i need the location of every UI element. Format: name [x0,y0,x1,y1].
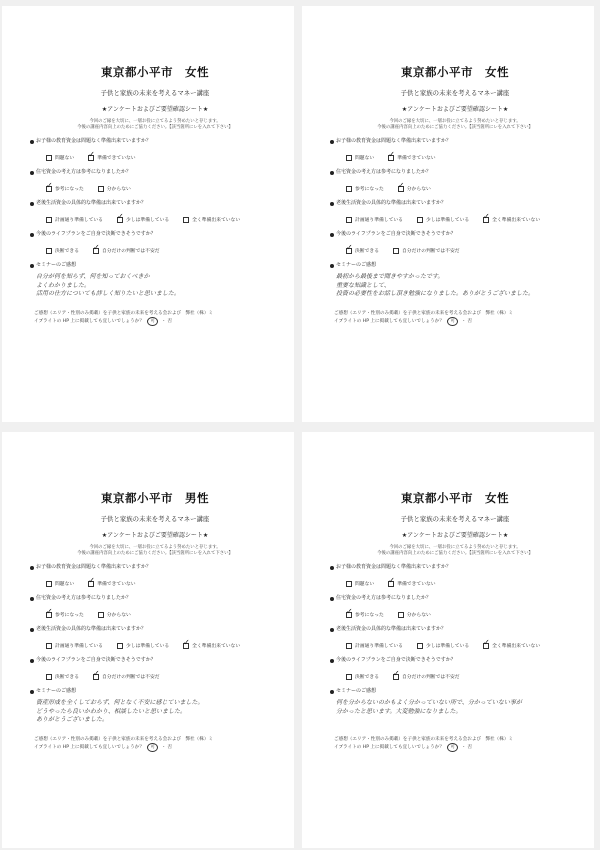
question [30,564,280,571]
option-label: 自分だけの判断では不安だ [102,675,160,680]
comment-line: 何を分からないのかもよく分かっていない所で、分かっていない事が [336,699,522,706]
checkbox-checked-icon[interactable] [483,643,489,649]
checkbox-option[interactable] [346,642,403,649]
intro-text: 今回のご縁を大切に、一層お役に立てるよう努めたいと存じます。 今後の講座内容向上のためにご協力ください。【該当箇所にレを入れて下さい】 [377,119,533,130]
option-label: 全く準備出来ていない [492,644,541,649]
checkbox-icon[interactable] [393,248,399,254]
checkbox-option[interactable] [183,642,240,649]
checkbox-option[interactable] [93,673,160,680]
consent-question: ご感想（エリア・性別のみ掲載）を子供と家族の未来を考える会およびㅤ弊社（株）ミ イブライトの HP 上に掲載しても宜しいでしょうか？ 可 ・ 否 [334,311,514,324]
option-group [30,154,280,161]
sheet-title: ★アンケートおよびご要望確認シート★ [101,106,209,113]
checkbox-option[interactable] [483,642,540,649]
option-label: 問題ない [355,156,375,161]
option-label: 準備できていない [97,582,136,587]
option-label: 参考になった [355,613,384,618]
bullet-icon [330,202,334,206]
question-text: 住宅資金の考え方は参考になりましたか？ [36,169,132,175]
checkbox-icon[interactable] [346,155,352,161]
comment-line: 分かったと思います。大変勉強になりました。 [336,707,462,715]
comment-label: セミナーのご感想 [30,262,280,269]
question [330,626,580,633]
checkbox-icon[interactable] [346,674,352,680]
handwritten-comment [30,699,280,733]
question-text: お子様の教育資金は問題なく準備出来ていますか？ [36,138,152,144]
checkbox-icon[interactable] [46,155,52,161]
sheet-title: ★アンケートおよびご要望確認シート★ [401,532,509,539]
comment-label: セミナーのご感想 [330,688,580,695]
question [30,595,280,602]
question [30,626,280,633]
question-text: 今後のライフプランをご自身で決断できそうですか？ [36,657,156,663]
option-group [30,580,280,587]
checkbox-checked-icon[interactable] [88,155,94,161]
question [330,657,580,664]
bullet-icon [30,690,34,694]
checkbox-option[interactable] [88,580,135,587]
bullet-icon [330,233,334,237]
consent-yes-circled[interactable]: 可 [447,743,458,752]
question [30,138,280,145]
handwritten-comment [330,699,580,733]
checkbox-icon[interactable] [417,217,423,223]
checkbox-option[interactable] [46,247,79,254]
respondent-heading: 東京都小平市 女性 [401,491,509,505]
checkbox-icon[interactable] [46,674,52,680]
consent-yes-circled[interactable]: 可 [147,317,158,326]
question-text: お子様の教育資金は問題なく準備出来ていますか？ [336,564,452,570]
checkbox-icon[interactable] [46,217,52,223]
bullet-icon [330,566,334,570]
course-title: 子供と家族の未来を考えるマネー講座 [100,89,210,97]
comment-line: 資産形成を全くしておらず、何となく不安に感じていました。 [36,699,204,706]
consent-yes-circled[interactable]: 可 [447,317,458,326]
checkbox-option[interactable] [98,611,131,618]
option-group [330,247,580,254]
question [30,169,280,176]
bullet-icon [330,690,334,694]
question-text: 老後生活資金の具体的な準備は出来ていますか？ [36,626,147,632]
question [30,200,280,207]
checkbox-option[interactable] [46,185,84,192]
checkbox-icon[interactable] [398,612,404,618]
survey-sheet [302,432,594,848]
checkbox-option[interactable] [398,185,431,192]
checkbox-option[interactable] [346,154,374,161]
option-group [330,673,580,680]
option-label: 分からない [106,613,131,618]
bullet-icon [330,264,334,268]
checkbox-icon[interactable] [346,186,352,192]
checkbox-option[interactable] [117,642,169,649]
comment-line: 最初から最後まで聞きやすかったです。 [336,273,444,280]
question-text: 老後生活資金の具体的な準備は出来ていますか？ [336,200,447,206]
checkbox-icon[interactable] [46,581,52,587]
option-label: 準備できていない [397,582,436,587]
option-label: 参考になった [355,187,384,192]
checkbox-option[interactable] [417,216,469,223]
option-label: 計画通り準備している [355,218,403,223]
checkbox-option[interactable] [346,673,379,680]
checkbox-checked-icon[interactable] [183,643,189,649]
consent-no[interactable]: 否 [167,745,173,750]
checkbox-checked-icon[interactable] [117,217,123,223]
option-group [330,611,580,618]
checkbox-option[interactable] [346,216,403,223]
option-label: 問題ない [355,582,375,587]
option-group [330,580,580,587]
checkbox-checked-icon[interactable] [46,186,52,192]
checkbox-checked-icon[interactable] [93,674,99,680]
checkbox-option[interactable] [393,673,460,680]
course-title: 子供と家族の未来を考えるマネー講座 [400,515,510,523]
bullet-icon [330,140,334,144]
course-title: 子供と家族の未来を考えるマネー講座 [100,515,210,523]
question-text: 住宅資金の考え方は参考になりましたか？ [336,169,432,175]
comment-label: セミナーのご感想 [30,688,280,695]
option-label: 分からない [406,187,431,192]
comment-line: ありがとうございました。 [36,716,109,723]
option-label: 全く準備出来ていない [492,218,541,223]
checkbox-checked-icon[interactable] [93,248,99,254]
option-group [30,673,280,680]
checkbox-option[interactable] [46,642,103,649]
option-group [330,185,580,192]
option-label: 決断できる [355,249,379,254]
checkbox-checked-icon[interactable] [393,674,399,680]
option-label: 全く準備出来ていない [192,218,241,223]
option-label: 自分だけの判断では不安だ [102,249,160,254]
comment-line: 活用の仕方についても詳しく知りたいと思いました。 [36,290,180,297]
option-label: 自分だけの判断では不安だ [402,675,460,680]
handwritten-comment [30,273,280,307]
respondent-heading: 東京都小平市 女性 [401,65,509,79]
checkbox-option[interactable] [388,580,435,587]
comment-line: よくわかりました。 [36,281,91,289]
checkbox-option[interactable] [483,216,540,223]
checkbox-option[interactable] [117,216,169,223]
option-label: 少しは準備している [125,644,170,649]
question-list [330,564,580,680]
option-group [30,642,280,649]
checkbox-option[interactable] [346,247,379,254]
handwritten-comment [330,273,580,307]
consent-yes-circled[interactable]: 可 [147,743,158,752]
checkbox-checked-icon[interactable] [346,612,352,618]
question [30,231,280,238]
checkbox-icon[interactable] [98,186,104,192]
checkbox-option[interactable] [46,580,74,587]
option-label: 全く準備出来ていない [192,644,241,649]
bullet-icon [30,233,34,237]
checkbox-option[interactable] [417,642,469,649]
bullet-icon [30,659,34,663]
comment-line: 自分が何を知らず、何を知っておくべきか [36,273,150,280]
option-label: 決断できる [55,675,79,680]
bullet-icon [30,202,34,206]
question [330,564,580,571]
respondent-heading: 東京都小平市 女性 [101,65,209,79]
bullet-icon [330,597,334,601]
question [30,657,280,664]
option-label: 参考になった [55,613,84,618]
checkbox-option[interactable] [46,216,103,223]
bullet-icon [30,597,34,601]
option-group [30,216,280,223]
checkbox-icon[interactable] [46,248,52,254]
consent-no[interactable]: 否 [467,745,473,750]
checkbox-icon[interactable] [346,217,352,223]
option-group [330,216,580,223]
checkbox-checked-icon[interactable] [46,612,52,618]
survey-sheet [302,6,594,422]
option-label: 少しは準備している [425,218,470,223]
checkbox-checked-icon[interactable] [398,186,404,192]
question-text: 今後のライフプランをご自身で決断できそうですか？ [336,231,456,237]
comment-label: セミナーのご感想 [330,262,580,269]
question-text: 住宅資金の考え方は参考になりましたか？ [336,595,432,601]
question [330,200,580,207]
bullet-icon [330,171,334,175]
question-list [30,138,280,254]
option-label: 分からない [406,613,431,618]
question-text: 老後生活資金の具体的な準備は出来ていますか？ [36,200,147,206]
consent-no[interactable]: 否 [467,319,473,324]
option-label: 分からない [106,187,131,192]
option-label: 計画通り準備している [55,218,103,223]
option-label: 決断できる [55,249,79,254]
survey-sheet [2,6,294,422]
bullet-icon [330,628,334,632]
consent-no[interactable]: 否 [167,319,173,324]
option-label: 少しは準備している [425,644,470,649]
sheet-title: ★アンケートおよびご要望確認シート★ [401,106,509,113]
option-group [30,247,280,254]
comment-line: どうやったら良いかわかり、相談したいと思いました。 [36,707,187,715]
option-group [30,611,280,618]
option-label: 参考になった [55,187,84,192]
question-list [330,138,580,254]
consent-question: ご感想（エリア・性別のみ掲載）を子供と家族の未来を考える会およびㅤ弊社（株）ミ イブライトの HP 上に掲載しても宜しいでしょうか？ 可 ・ 否 [34,737,214,750]
bullet-icon [30,140,34,144]
question-text: お子様の教育資金は問題なく準備出来ていますか？ [336,138,452,144]
checkbox-option[interactable] [46,611,84,618]
checkbox-icon[interactable] [417,643,423,649]
question [330,595,580,602]
checkbox-option[interactable] [93,247,160,254]
survey-sheet [2,432,294,848]
bullet-icon [30,628,34,632]
option-label: 自分だけの判断では不安だ [402,249,460,254]
question-text: 老後生活資金の具体的な準備は出来ていますか？ [336,626,447,632]
intro-text: 今回のご縁を大切に、一層お役に立てるよう努めたいと存じます。 今後の講座内容向上のためにご協力ください。【該当箇所にレを入れて下さい】 [77,545,233,556]
bullet-icon [30,566,34,570]
checkbox-checked-icon[interactable] [483,217,489,223]
option-label: 計画通り準備している [355,644,403,649]
question [330,138,580,145]
option-group [330,642,580,649]
question-text: 今後のライフプランをご自身で決断できそうですか？ [336,657,456,663]
checkbox-option[interactable] [346,611,384,618]
checkbox-option[interactable] [46,154,74,161]
bullet-icon [30,264,34,268]
question-text: 住宅資金の考え方は参考になりましたか？ [36,595,132,601]
option-group [330,154,580,161]
checkbox-option[interactable] [183,216,240,223]
comment-line: 投資の必要性をお話し頂き勉強になりました。ありがとうございました。 [336,290,535,297]
checkbox-icon[interactable] [346,643,352,649]
option-label: 計画通り準備している [55,644,103,649]
checkbox-option[interactable] [388,154,435,161]
checkbox-option[interactable] [393,247,460,254]
checkbox-icon[interactable] [117,643,123,649]
course-title: 子供と家族の未来を考えるマネー講座 [400,89,510,97]
question-text: お子様の教育資金は問題なく準備出来ていますか？ [36,564,152,570]
intro-text: 今回のご縁を大切に、一層お役に立てるよう努めたいと存じます。 今後の講座内容向上のためにご協力ください。【該当箇所にレを入れて下さい】 [77,119,233,130]
option-label: 少しは準備している [125,218,170,223]
bullet-icon [330,659,334,663]
question [330,169,580,176]
checkbox-option[interactable] [398,611,431,618]
checkbox-icon[interactable] [183,217,189,223]
intro-text: 今回のご縁を大切に、一層お役に立てるよう努めたいと存じます。 今後の講座内容向上のためにご協力ください。【該当箇所にレを入れて下さい】 [377,545,533,556]
checkbox-checked-icon[interactable] [346,248,352,254]
consent-question: ご感想（エリア・性別のみ掲載）を子供と家族の未来を考える会およびㅤ弊社（株）ミ イブライトの HP 上に掲載しても宜しいでしょうか？ 可 ・ 否 [334,737,514,750]
checkbox-option[interactable] [98,185,131,192]
option-label: 準備できていない [397,156,436,161]
question-text: 今後のライフプランをご自身で決断できそうですか？ [36,231,156,237]
checkbox-option[interactable] [346,185,384,192]
checkbox-icon[interactable] [46,643,52,649]
checkbox-option[interactable] [346,580,374,587]
question-list [30,564,280,680]
checkbox-checked-icon[interactable] [388,581,394,587]
option-label: 問題ない [55,582,75,587]
question [330,231,580,238]
bullet-icon [30,171,34,175]
checkbox-checked-icon[interactable] [88,581,94,587]
checkbox-option[interactable] [46,673,79,680]
option-group [30,185,280,192]
checkbox-icon[interactable] [346,581,352,587]
option-label: 問題ない [55,156,75,161]
checkbox-checked-icon[interactable] [388,155,394,161]
consent-question: ご感想（エリア・性別のみ掲載）を子供と家族の未来を考える会およびㅤ弊社（株）ミ イブライトの HP 上に掲載しても宜しいでしょうか？ 可 ・ 否 [34,311,214,324]
option-label: 準備できていない [97,156,136,161]
option-label: 決断できる [355,675,379,680]
comment-line: 重要な知識として、 [336,281,390,289]
sheet-title: ★アンケートおよびご要望確認シート★ [101,532,209,539]
checkbox-option[interactable] [88,154,135,161]
checkbox-icon[interactable] [98,612,104,618]
respondent-heading: 東京都小平市 男性 [101,491,209,505]
